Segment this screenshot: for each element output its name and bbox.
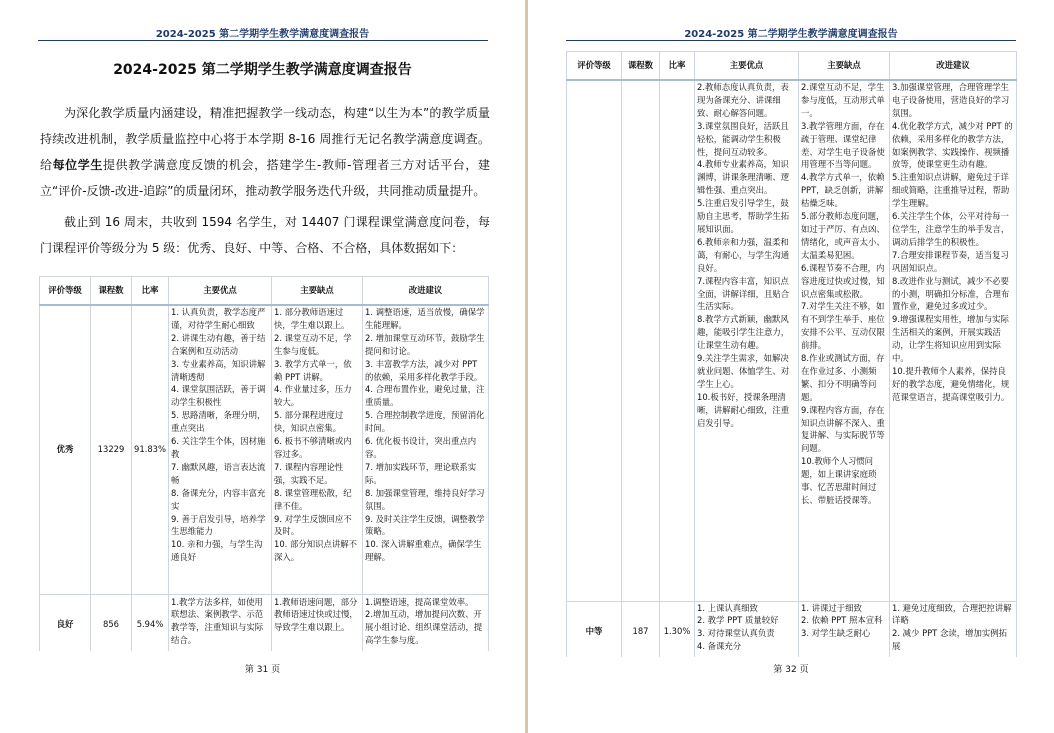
list-item: 7. 幽默风趣，语言表达流畅 (171, 461, 266, 485)
running-header: 2024-2025 第二学期学生教学满意度调查报告 (684, 29, 898, 40)
list-item: 5. 思路清晰，条理分明，重点突出 (171, 410, 266, 434)
header-ratio: 比率 (132, 277, 169, 306)
advice-cell (363, 594, 489, 654)
list-item: 1. 认真负责，教学态度严谨，对待学生耐心细致 (171, 307, 266, 330)
page-number: 第 31 页 (244, 665, 281, 675)
list-item: 1. 避免过度细致，合理把控讲解详略 (892, 602, 1012, 626)
table-row (40, 594, 489, 654)
list-item: 6. 板书不够清晰或内容过多。 (274, 436, 352, 459)
list-item: 2.教师态度认真负责，表现为备课充分、讲课细致、耐心解答问题。 (697, 82, 789, 118)
list-item: 8.教学方式新颖，幽默风趣，能吸引学生注意力，让课堂生动有趣。 (697, 314, 790, 351)
count-cell (622, 80, 660, 601)
list-item: 2. 减少 PPT 念读，增加实例拓展 (892, 628, 1007, 652)
intro-text-b: 提供教学满意度反馈的机会，搭建学生-教师-管理者三方对话平台，建立“评价-反馈-改进-追踪”的质量闭环，推动教学服务迭代升级，共同推动质量提升。 (40, 158, 490, 198)
header-pros: 主要优点 (169, 277, 272, 306)
table-row (567, 601, 1017, 661)
list-item: 3. 对学生缺乏耐心 (801, 628, 871, 639)
header-level: 评价等级 (567, 52, 622, 81)
list-item: 2.课堂互动不足，学生参与度低，互动形式单一。 (801, 82, 885, 118)
header-pros: 主要优点 (695, 52, 799, 81)
count-cell: 856 (91, 594, 132, 654)
list-item: 7.课程内容丰富，知识点全面，讲解详细，且贴合生活实际。 (697, 275, 790, 312)
pros-cell (169, 305, 272, 594)
list-item: 1.调整语速，提高课堂效率。 (365, 596, 474, 607)
summary-paragraph: 截止到 16 周末，共收到 1594 名学生，对 14407 门课程课堂满意度问卷，每门课程评价等级分为 5 级：优秀、良好、中等、合格、不合格，具体数据如下： (40, 215, 490, 255)
list-item: 3.加强课堂管理，合理管理学生电子设备使用，营造良好的学习氛围。 (892, 82, 1010, 118)
list-item: 10. 部分知识点讲解不深入。 (274, 539, 357, 563)
header-count: 课程数 (91, 277, 132, 306)
table-header-row (40, 277, 489, 306)
list-item: 4. 课堂氛围活跃，善于调动学生积极性 (171, 384, 266, 408)
list-item: 2. 增加课堂互动环节，鼓励学生提问和讨论。 (365, 332, 485, 356)
list-item: 6.教师亲和力强，温柔和蔼，有耐心，与学生沟通良好。 (697, 236, 790, 273)
list-item: 4. 合理布置作业，避免过量，注重质量。 (365, 384, 485, 408)
list-item: 10.板书好，授课条理清晰，讲解耐心细致，注重启发引导。 (697, 391, 790, 428)
list-item: 5.注重知识点讲解，避免过于详细或简略，注重推导过程，帮助学生理解。 (892, 172, 1010, 209)
list-item: 1.教学方法多样，如使用联想法、案例教学、示范教学等，注重知识与实际结合。 (171, 596, 264, 646)
document-title: 2024-2025 第二学期学生教学满意度调查报告 (113, 62, 412, 78)
list-item: 10.教师个人习惯问题，如上课讲家庭琐事、忆苦思甜时间过长、带脏话授课等。 (801, 456, 877, 505)
list-item: 5.部分教师态度问题，如过于严厉、有点凶、情绪化，或声音太小、太温柔易犯困。 (801, 211, 885, 260)
level-cell: 中等 (567, 601, 622, 661)
ratio-cell (660, 80, 695, 601)
advice-cell (890, 601, 1017, 661)
list-item: 8. 课堂管理松散，纪律不佳。 (274, 487, 352, 511)
running-header: 2024-2025 第二学期学生教学满意度调查报告 (155, 29, 370, 40)
pros-cell (695, 80, 799, 601)
page-number: 第 32 页 (773, 665, 809, 675)
header-rule (38, 40, 488, 41)
list-item: 5. 合理控制教学进度，预留消化时间。 (365, 410, 485, 434)
list-item: 6.课程节奏不合理，内容进度过快或过慢，知识点密集或松散。 (801, 262, 885, 299)
list-item: 3. 丰富教学方法，减少对 PPT 的依赖，采用多样化教学手段。 (365, 358, 483, 382)
list-item: 1. 讲课过于细致 (801, 602, 862, 613)
list-item: 3. 专业素养高，知识讲解清晰透彻 (171, 358, 266, 382)
page-32 (528, 0, 1054, 733)
satisfaction-table (39, 276, 489, 655)
list-item: 1. 调整语速，适当放慢，确保学生能理解。 (365, 307, 485, 330)
table-row-continued (567, 80, 1017, 601)
list-item: 5. 部分课程进度过快，知识点密集。 (274, 410, 344, 434)
list-item: 4. 备课充分 (697, 641, 742, 652)
list-item: 2.增加互动，增加提问次数、开展小组讨论、组织课堂活动，提高学生参与度。 (365, 609, 483, 646)
cons-cell (272, 594, 363, 654)
ratio-cell: 5.94% (132, 594, 169, 654)
list-item: 7. 增加实践环节，理论联系实际。 (365, 461, 477, 485)
list-item: 8. 加强课堂管理，维持良好学习氛围。 (365, 487, 485, 511)
list-item: 10. 深入讲解重难点，确保学生理解。 (365, 539, 482, 563)
header-cons: 主要缺点 (272, 277, 363, 306)
pros-cell (695, 601, 799, 661)
list-item: 4.教学方式单一，依赖 PPT，缺乏创新，讲解枯燥乏味。 (801, 172, 885, 209)
list-item: 9.关注学生需求，如解决就业问题、体恤学生、对学生上心。 (697, 353, 790, 389)
list-item: 8. 备课充分，内容丰富充实 (171, 487, 266, 511)
list-item: 6. 优化板书设计，突出重点内容。 (365, 436, 477, 459)
page-31 (0, 0, 525, 733)
level-cell: 良好 (40, 594, 91, 654)
list-item: 8.改进作业与测试，减少不必要的小测，明确扣分标准，合理布置作业，避免过多或过少。 (892, 275, 1010, 312)
header-ratio: 比率 (660, 52, 695, 81)
list-item: 5.注重启发引导学生，鼓励自主思考，帮助学生拓展知识面。 (697, 198, 790, 234)
list-item: 10. 亲和力强，与学生沟通良好 (171, 539, 263, 563)
list-item: 9. 善于启发引导，培养学生思维能力 (171, 513, 266, 537)
list-item: 10.提升教师个人素养，保持良好的教学态度，避免情绪化，规范课堂语言，提高课堂吸引力。 (892, 365, 1010, 402)
list-item: 7.合理安排课程节奏，适当复习巩固知识点。 (892, 249, 1009, 273)
header-advice: 改进建议 (890, 52, 1017, 81)
level-cell (567, 80, 622, 601)
intro-paragraph (40, 100, 490, 204)
list-item: 1. 上课认真细致 (697, 602, 758, 613)
header-rule (566, 40, 1016, 41)
list-item: 3.课堂氛围良好，活跃且轻松，能调动学生积极性，提问互动较多。 (697, 120, 789, 157)
list-item: 3. 对待课堂认真负责 (697, 628, 775, 639)
header-count: 课程数 (622, 52, 660, 81)
pros-cell (169, 594, 272, 654)
list-item: 3. 教学方式单一，依赖 PPT 讲解。 (274, 358, 352, 382)
level-cell: 优秀 (40, 305, 91, 594)
list-item: 2. 教学 PPT 质量较好 (697, 615, 779, 626)
table-header-row (567, 52, 1017, 81)
list-item: 9. 及时关注学生反馈，调整教学策略。 (365, 513, 485, 537)
header-level: 评价等级 (40, 277, 91, 306)
intro-text-a: 为深化教学质量内涵建设，精准把握教学一线动态，构建“以生为本”的教学质量持续改进机制，教学质量监控中心将于本学期 8-16 周推行无记名教学满意度调查。给 (40, 106, 490, 172)
list-item: 4.教师专业素养高，知识渊博，讲课条理清晰、逻辑性强、重点突出。 (697, 159, 790, 196)
list-item: 6.关注学生个体，公平对待每一位学生，注意学生的举手发言，调动后排学生的积极性。 (892, 211, 1010, 247)
header-cons: 主要缺点 (799, 52, 890, 81)
list-item: 3.教学管理方面，存在疏于管理、课堂纪律差、对学生电子设备使用管理不当等问题。 (801, 120, 885, 170)
intro-bold-text: 每位学生 (52, 158, 103, 172)
list-item: 2. 依赖 PPT 照本宣科 (801, 615, 883, 626)
table-row (40, 305, 489, 594)
list-item: 4. 作业量过多，压力较大。 (274, 384, 352, 408)
list-item: 7. 课程内容理论性强，实践不足。 (274, 461, 344, 485)
header-advice: 改进建议 (363, 277, 489, 306)
cons-cell (799, 80, 890, 601)
advice-cell (890, 80, 1017, 601)
list-item: 4.优化教学方式，减少对 PPT 的依赖，采用多样化的教学方法，如案例教学、实践操作、视频播放等，使课堂更生动有趣。 (892, 120, 1013, 170)
cons-cell (799, 601, 890, 661)
ratio-cell: 91.83% (132, 305, 169, 594)
ratio-cell: 1.30% (660, 601, 695, 661)
advice-cell (363, 305, 489, 594)
list-item: 9.课程内容方面，存在知识点讲解不深入、重复讲解、与实际脱节等问题。 (801, 404, 885, 454)
count-cell: 13229 (91, 305, 132, 594)
list-item: 9.增强课程实用性，增加与实际生活相关的案例，开展实践活动，让学生将知识应用到实际中。 (892, 314, 1009, 364)
list-item: 1.教师语速问题，部分教师语速过快或过慢，导致学生难以跟上。 (274, 596, 358, 633)
list-item: 2. 课堂互动不足，学生参与度低。 (274, 332, 352, 356)
list-item: 6. 关注学生个体，因材施教 (171, 436, 266, 459)
list-item: 8.作业或测试方面，存在作业过多、小测频繁、扣分不明确等问题。 (801, 353, 885, 402)
list-item: 2. 讲课生动有趣，善于结合案例和互动活动 (171, 332, 266, 356)
cons-cell (272, 305, 363, 594)
list-item: 9. 对学生反馈回应不及时。 (274, 513, 352, 537)
count-cell: 187 (622, 601, 660, 661)
page-break-mask (0, 651, 525, 659)
satisfaction-table-continued (566, 51, 1017, 662)
list-item: 1. 部分教师语速过快，学生难以跟上。 (274, 307, 350, 330)
list-item: 7.对学生关注不够，如有不到学生举手、座位安排不公平、互动仅限前排。 (801, 301, 885, 351)
